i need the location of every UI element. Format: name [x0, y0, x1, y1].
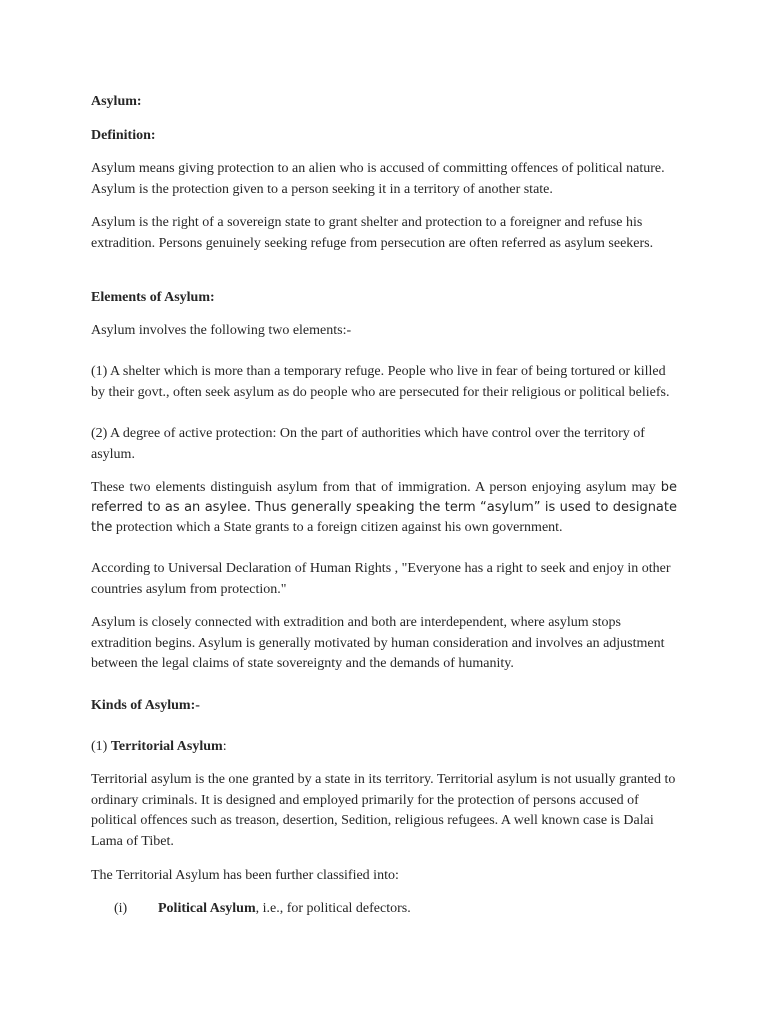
- territorial-prefix: (1): [91, 739, 111, 754]
- heading-asylum: Asylum:: [91, 94, 142, 109]
- distinguish-paragraph: [91, 478, 677, 538]
- elements-intro: Asylum involves the following two elements:-: [91, 323, 352, 338]
- classified-intro: The Territorial Asylum has been further classified into:: [91, 868, 399, 883]
- distinguish-text-line-1: These two elements distinguish asylum from that of immigration. A person enjoying asylum may: [91, 480, 656, 495]
- extradition-paragraph: Asylum is closely connected with extradition and both are interdependent, where asylum stops extradition begins. Asylum is generally motivated by human consideration and involves an adjustment between the legal claims of state sovereignty and the demands of humanity.: [91, 615, 665, 671]
- heading-elements-of-asylum: Elements of Asylum:: [91, 290, 215, 305]
- territorial-asylum-paragraph: Territorial asylum is the one granted by a state in its territory. Territorial asylum is not usually granted to ordinary criminals. It is designed and employed primarily for the protection of persons accused of political offences such as treason, desertion, Sedition, religious refugees. A well known case is Dalai Lama of Tibet.: [91, 772, 676, 849]
- list-item-1-text: [158, 899, 411, 920]
- list-item-1-rest: , i.e., for political defectors.: [255, 901, 411, 916]
- heading-kinds-of-asylum: Kinds of Asylum:-: [91, 698, 200, 713]
- list-item-1-title: Political Asylum: [158, 901, 256, 916]
- heading-definition: Definition:: [91, 128, 156, 143]
- udhr-paragraph: According to Universal Declaration of Human Rights , "Everyone has a right to seek and enjoy in other countries asylum from protection.": [91, 561, 671, 597]
- definition-paragraph-2: Asylum is the right of a sovereign state to grant shelter and protection to a foreigner and refuse his extradition. Persons genuinely seeking refuge from persecution are often referred as asylum seekers.: [91, 215, 654, 251]
- distinguish-text-line-3: protection which a State grants to a foreign citizen against his own government.: [115, 520, 563, 535]
- list-item-1-number: (i): [114, 901, 128, 916]
- element-1-paragraph: (1) A shelter which is more than a temporary refuge. People who live in fear of being tortured or killed by their govt., often seek asylum as do people who are persecuted for their religious or political beliefs.: [91, 364, 670, 400]
- distinguish-text-line-2: be referred to as an asylee. Thus generally speaking the term “asylum” is used to designate the: [91, 480, 678, 535]
- element-2-paragraph: (2) A degree of active protection: On the part of authorities which have control over the territory of asylum.: [91, 426, 645, 462]
- territorial-asylum-heading: [91, 737, 677, 758]
- definition-paragraph-1: Asylum means giving protection to an alien who is accused of committing offences of political nature. Asylum is the protection given to a person seeking it in a territory of another state.: [91, 161, 665, 197]
- territorial-asylum-title: Territorial Asylum: [110, 739, 223, 754]
- territorial-suffix: :: [222, 739, 227, 754]
